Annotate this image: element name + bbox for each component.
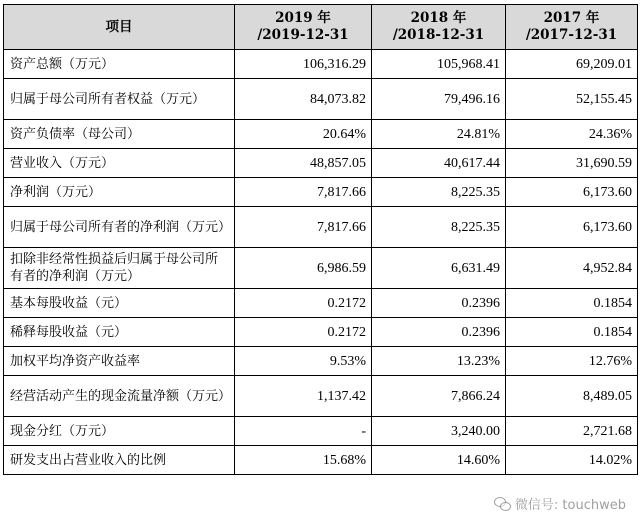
- cell-2019: 48,857.05: [235, 149, 372, 178]
- cell-2017: 52,155.45: [506, 79, 638, 120]
- header-2018: 2018 年 /2018-12-31: [372, 5, 506, 50]
- watermark: [494, 494, 626, 513]
- row-label: 经营活动产生的现金流量净额（万元）: [4, 376, 235, 417]
- cell-2019: 84,073.82: [235, 79, 372, 120]
- table-row: [4, 248, 638, 289]
- cell-2018: 6,631.49: [372, 248, 506, 289]
- cell-2017: 4,952.84: [506, 248, 638, 289]
- table-row: [4, 79, 638, 120]
- row-label: 加权平均净资产收益率: [4, 347, 235, 376]
- cell-2017: 8,489.05: [506, 376, 638, 417]
- row-label: 资产总额（万元）: [4, 50, 235, 79]
- cell-2019: 7,817.66: [235, 178, 372, 207]
- cell-2017: 6,173.60: [506, 178, 638, 207]
- financial-table: [3, 4, 638, 475]
- cell-2017: 24.36%: [506, 120, 638, 149]
- table-row: [4, 120, 638, 149]
- row-label: 现金分红（万元）: [4, 417, 235, 446]
- header-2019: 2019 年 /2019-12-31: [235, 5, 372, 50]
- table-row: [4, 207, 638, 248]
- cell-2019: 0.2172: [235, 289, 372, 318]
- cell-2017: 14.02%: [506, 446, 638, 475]
- table-row: [4, 318, 638, 347]
- cell-2019: 15.68%: [235, 446, 372, 475]
- row-label: 研发支出占营业收入的比例: [4, 446, 235, 475]
- row-label: 稀释每股收益（元）: [4, 318, 235, 347]
- cell-2018: 79,496.16: [372, 79, 506, 120]
- table-row: [4, 376, 638, 417]
- row-label: 归属于母公司所有者的净利润（万元）: [4, 207, 235, 248]
- cell-2018: 40,617.44: [372, 149, 506, 178]
- watermark-text: 微信号: touchweb: [514, 498, 626, 513]
- cell-2018: 0.2396: [372, 289, 506, 318]
- row-label: 扣除非经常性损益后归属于母公司所有者的净利润（万元）: [4, 248, 235, 289]
- cell-2017: 12.76%: [506, 347, 638, 376]
- cell-2019: 7,817.66: [235, 207, 372, 248]
- table-row: [4, 446, 638, 475]
- cell-2017: 0.1854: [506, 318, 638, 347]
- cell-2019: -: [235, 417, 372, 446]
- table-row: [4, 289, 638, 318]
- row-label: 净利润（万元）: [4, 178, 235, 207]
- cell-2018: 24.81%: [372, 120, 506, 149]
- cell-2017: 69,209.01: [506, 50, 638, 79]
- cell-2017: 6,173.60: [506, 207, 638, 248]
- table-row: [4, 417, 638, 446]
- cell-2018: 105,968.41: [372, 50, 506, 79]
- cell-2018: 7,866.24: [372, 376, 506, 417]
- cell-2017: 0.1854: [506, 289, 638, 318]
- table-row: [4, 149, 638, 178]
- cell-2019: 6,986.59: [235, 248, 372, 289]
- cell-2017: 31,690.59: [506, 149, 638, 178]
- row-label: 营业收入（万元）: [4, 149, 235, 178]
- cell-2018: 14.60%: [372, 446, 506, 475]
- cell-2018: 8,225.35: [372, 178, 506, 207]
- cell-2018: 0.2396: [372, 318, 506, 347]
- table-row: [4, 50, 638, 79]
- cell-2018: 8,225.35: [372, 207, 506, 248]
- cell-2019: 9.53%: [235, 347, 372, 376]
- cell-2019: 0.2172: [235, 318, 372, 347]
- table-row: [4, 178, 638, 207]
- cell-2018: 13.23%: [372, 347, 506, 376]
- cell-2017: 2,721.68: [506, 417, 638, 446]
- wechat-icon: [494, 497, 511, 511]
- row-label: 归属于母公司所有者权益（万元）: [4, 79, 235, 120]
- row-label: 资产负债率（母公司）: [4, 120, 235, 149]
- table-row: [4, 347, 638, 376]
- header-row: [4, 5, 638, 50]
- cell-2019: 20.64%: [235, 120, 372, 149]
- cell-2018: 3,240.00: [372, 417, 506, 446]
- cell-2019: 1,137.42: [235, 376, 372, 417]
- header-2017: 2017 年 /2017-12-31: [506, 5, 638, 50]
- row-label: 基本每股收益（元）: [4, 289, 235, 318]
- cell-2019: 106,316.29: [235, 50, 372, 79]
- header-item: 项目: [4, 5, 235, 50]
